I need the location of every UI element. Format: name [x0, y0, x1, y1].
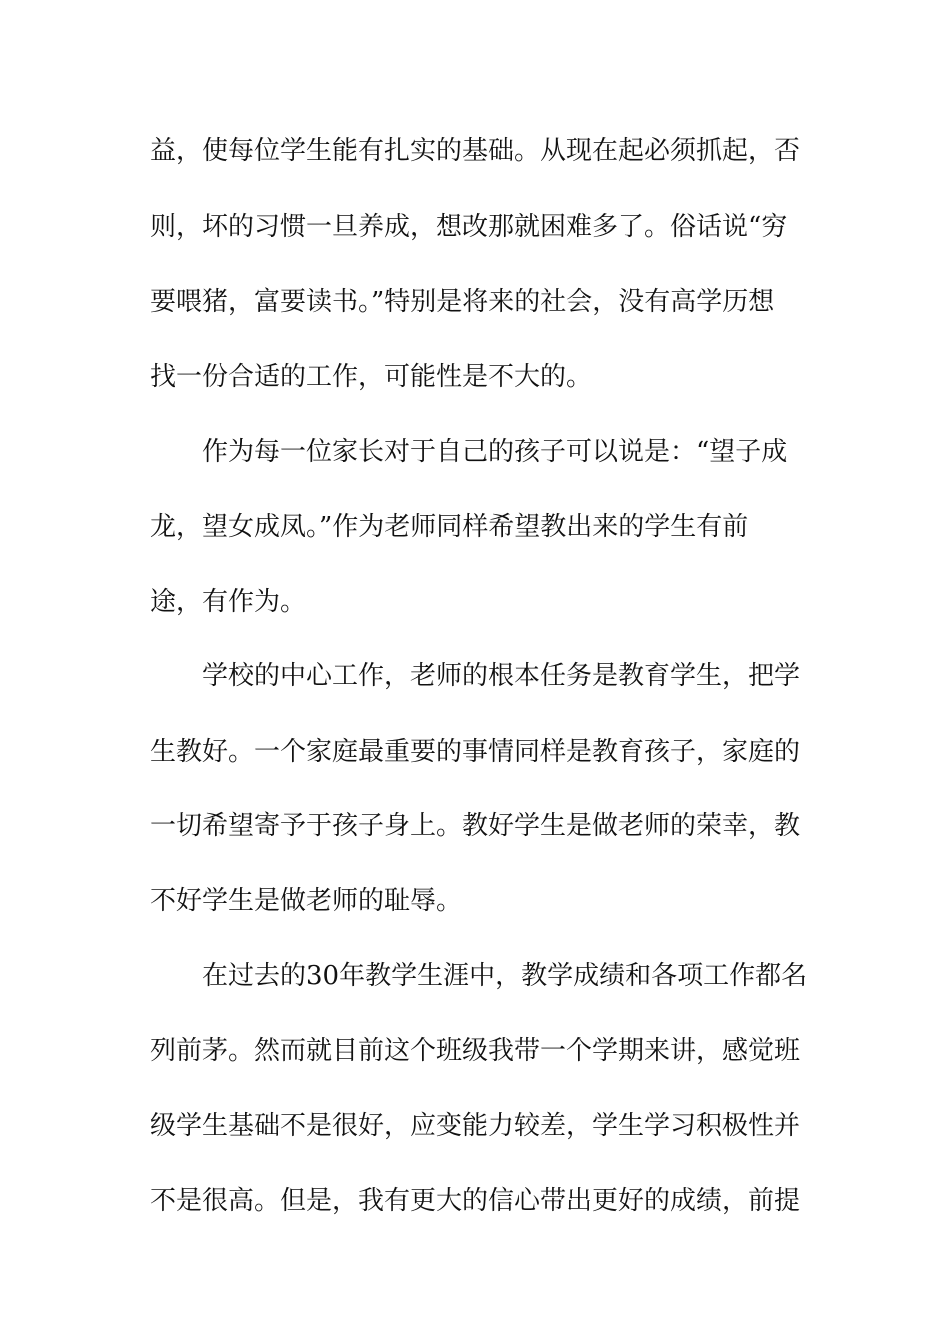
paragraph-first-line: 学校的中心工作，老师的根本任务是教育学生，把学 [202, 661, 801, 691]
text-line: 不好学生是做老师的耻辱。 [150, 886, 463, 916]
text-line: 途，有作为。 [150, 587, 307, 617]
text-line: 列前茅。然而就目前这个班级我带一个学期来讲，感觉班 [150, 1036, 801, 1066]
text-line: 级学生基础不是很好，应变能力较差，学生学习积极性并 [150, 1111, 801, 1141]
paragraph-first-line: 在过去的30年教学生涯中，教学成绩和各项工作都名 [202, 961, 808, 991]
text-line: 要喂猪，富要读书。”特别是将来的社会，没有高学历想 [150, 287, 775, 317]
text-line: 不是很高。但是，我有更大的信心带出更好的成绩，前提 [150, 1186, 801, 1216]
paragraph-first-line: 作为每一位家长对于自己的孩子可以说是：“望子成 [202, 437, 788, 467]
text-line: 则，坏的习惯一旦养成，想改那就困难多了。俗话说“穷 [150, 212, 788, 242]
text-line: 益，使每位学生能有扎实的基础。从现在起必须抓起，否 [150, 136, 801, 166]
text-line: 生教好。一个家庭最重要的事情同样是教育孩子，家庭的 [150, 737, 801, 767]
text-line: 一切希望寄予于孩子身上。教好学生是做老师的荣幸，教 [150, 811, 801, 841]
text-line: 找一份合适的工作，可能性是不大的。 [150, 362, 593, 392]
text-line: 龙，望女成凤。”作为老师同样希望教出来的学生有前 [150, 512, 749, 542]
